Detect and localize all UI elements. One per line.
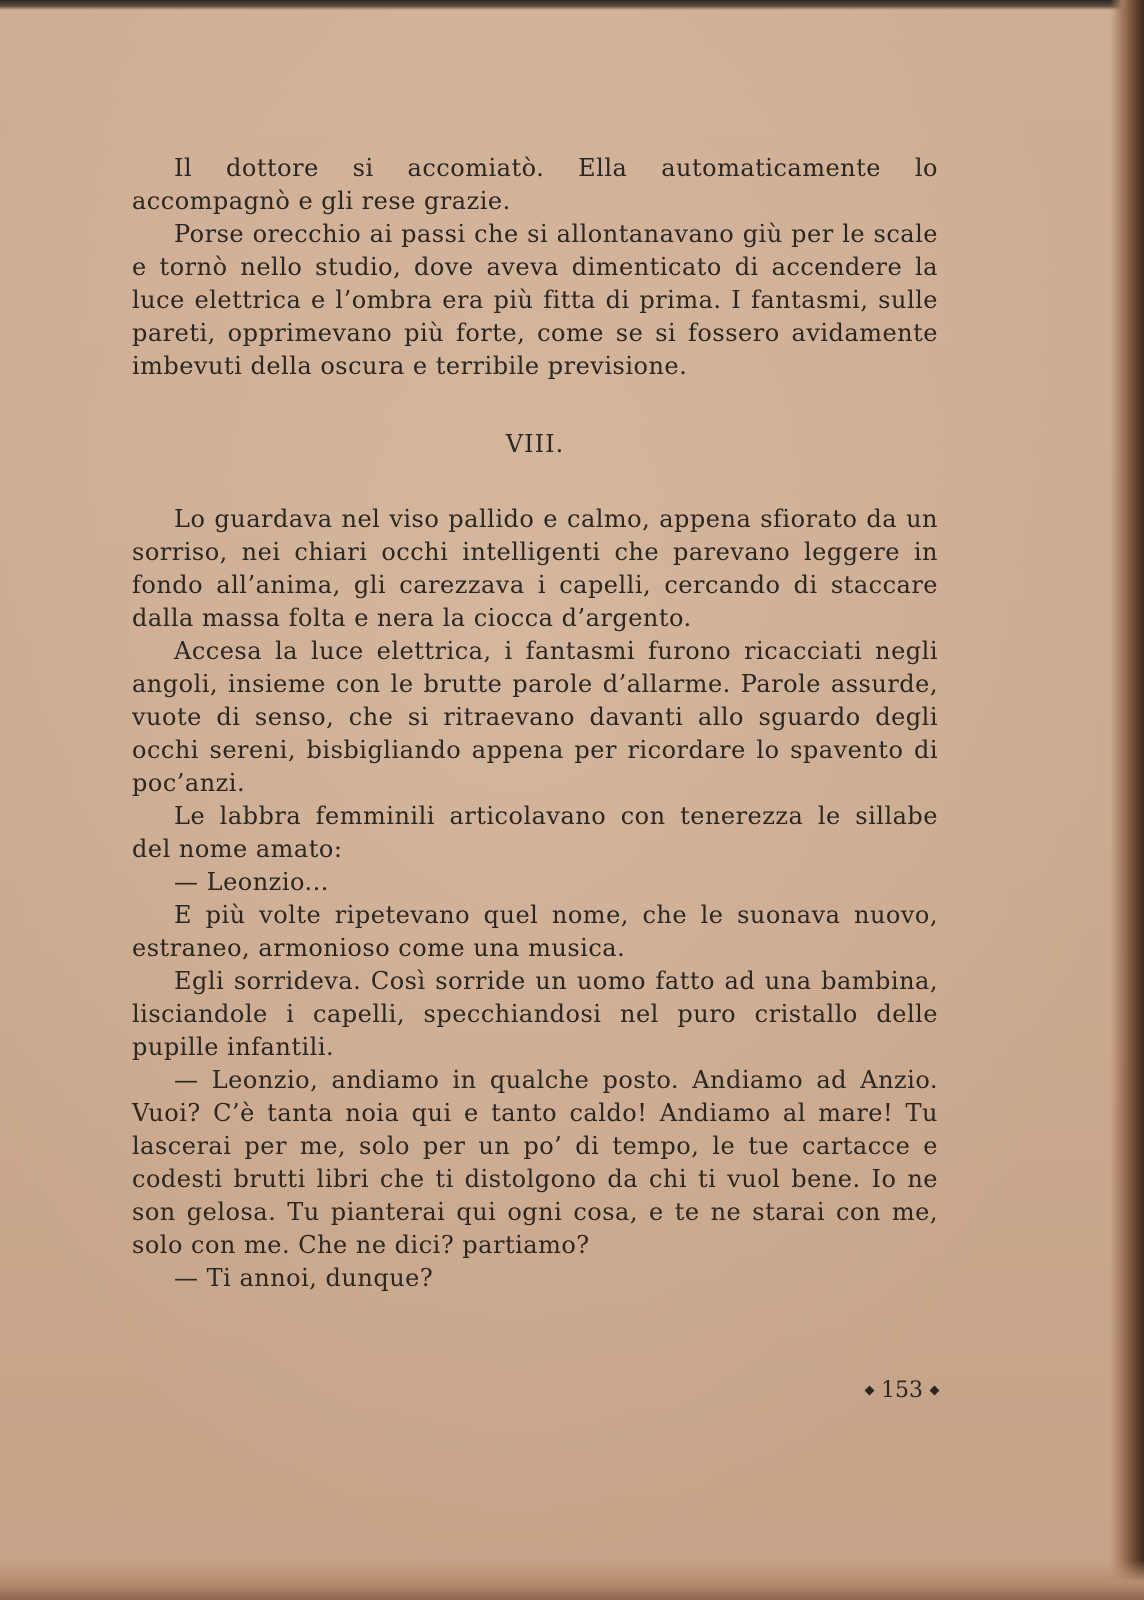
paragraph: Il dottore si accomiatò. Ella automaticamente lo accompagnò e gli rese grazie. (132, 154, 938, 215)
paragraph: Egli sorrideva. Così sorride un uomo fatto ad una bambina, lisciandole i capelli, specchiandosi nel puro cristallo delle pupille infantili. (132, 967, 938, 1061)
dialogue-line: — Ti annoi, dunque? (174, 1264, 434, 1292)
diamond-ornament-icon (930, 1386, 940, 1396)
page-number (866, 1378, 938, 1403)
body-text (132, 152, 938, 1295)
page-bottom-edge (0, 1560, 1144, 1600)
page-right-edge (1110, 0, 1144, 1600)
dialogue-line: — Leonzio... (174, 868, 329, 896)
dialogue-line: — Leonzio, andiamo in qualche posto. Andiamo ad Anzio. Vuoi? C’è tanta noia qui e tanto caldo! Andiamo al mare! Tu lascerai per me, solo per un po’ di tempo, le tue cartacce e codesti brutti libri che ti distolgono da chi ti vuol bene. Io ne son gelosa. Tu pianterai qui ogni cosa, e te ne starai con me, solo con me. Che ne dici? partiamo? (132, 1066, 938, 1259)
paragraph: Lo guardava nel viso pallido e calmo, appena sfiorato da un sorriso, nei chiari occhi intelligenti che parevano leggere in fondo all’anima, gli carezzava i capelli, cercando di staccare dalla massa folta e nera la ciocca d’argento. (132, 505, 938, 632)
paragraph: Porse orecchio ai passi che si allontanavano giù per le scale e tornò nello studio, dove aveva dimenticato di accendere la luce elettrica e l’ombra era più fitta di prima. I fantasmi, sulle pareti, opprimevano più forte, come se si fossero avidamente imbevuti della oscura e terribile previsione. (132, 220, 938, 380)
page-number-text: 153 (881, 1378, 923, 1403)
paragraph: Le labbra femminili articolavano con tenerezza le sillabe del nome amato: (132, 802, 938, 863)
page-top-edge (0, 0, 1144, 10)
chapter-heading: VIII. (505, 430, 565, 458)
paragraph: E più volte ripetevano quel nome, che le suonava nuovo, estraneo, armonioso come una musica. (132, 901, 938, 962)
diamond-ornament-icon (865, 1386, 875, 1396)
paragraph: Accesa la luce elettrica, i fantasmi furono ricacciati negli angoli, insieme con le brutte parole d’allarme. Parole assurde, vuote di senso, che si ritraevano davanti allo sguardo degli occhi sereni, bisbigliando appena per ricordare lo spavento di poc’anzi. (132, 637, 938, 797)
